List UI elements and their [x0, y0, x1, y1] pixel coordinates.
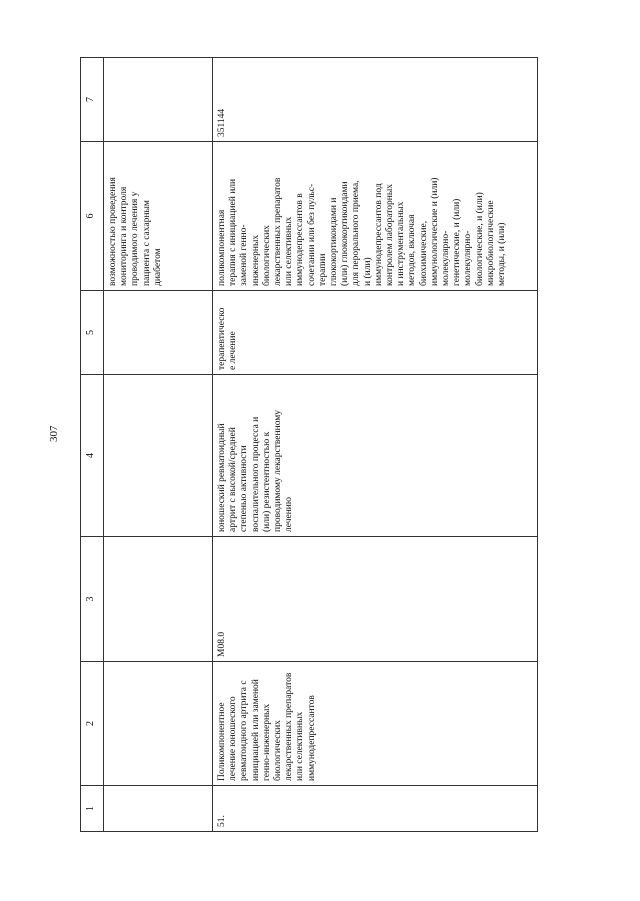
- medical-care-table: [80, 57, 538, 832]
- treatment-method: поликомпонентная терапия с инициацией или заменой генно- инженерных биологических лекарственных препаратов или селективных иммунодепрессантов в сочетании или без пульс- терапии глюкокортикоидами и (или) глюкокортикоидами для перорального приема, и (или) иммунодепрессантов под контролем лабораторных и инструментальных методов, включая биохимические, иммунологические и (или) молекулярно- генетические, и (или) молекулярно- биологические, и (или) микробиологические методы, и (или): [217, 177, 508, 286]
- care-name: Поликомпонентное лечение юношеского ревматоидного артрита с инициацией или заменой генно-инженерных биологических лекарственных препаратов или селективных иммунодепрессантов: [217, 672, 317, 781]
- header-cell-5: 5: [81, 291, 104, 375]
- treatment-method-cell: [213, 142, 538, 291]
- row-number-cell: [213, 786, 538, 832]
- header-cell-6: 6: [81, 142, 104, 291]
- treatment-type: терапевтическо е лечение: [217, 307, 239, 370]
- cost-cell: [213, 58, 538, 142]
- cont-cell-3: [104, 537, 213, 662]
- continuation-row: [104, 58, 213, 832]
- page-number: 307: [48, 425, 60, 442]
- rotated-table-wrapper: [80, 58, 610, 832]
- care-name-cell: [213, 662, 538, 786]
- row-number: 51.: [217, 815, 227, 827]
- header-cell-2: 2: [81, 662, 104, 786]
- icd-code: M08.0: [217, 631, 227, 657]
- cont-method-text: возможностью проведения мониторинга и контроля проводимого лечения у пациента с сахарным диабетом: [108, 177, 163, 286]
- header-cell-3: 3: [81, 537, 104, 662]
- icd-code-cell: [213, 537, 538, 662]
- cont-cell-7: [104, 58, 213, 142]
- cont-cell-6: [104, 142, 213, 291]
- cont-cell-2: [104, 662, 213, 786]
- table-row-51: [213, 58, 538, 832]
- cost-value: 351144: [217, 108, 227, 137]
- cont-cell-4: [104, 375, 213, 537]
- header-cell-7: 7: [81, 58, 104, 142]
- cont-cell-5: [104, 291, 213, 375]
- patient-model: юношеский ревматоидный артрит с высокой/средней степенью активности воспалительного процесса и (или) резистентностью к проводимому лекарственному лечению: [217, 409, 295, 532]
- cont-cell-1: [104, 786, 213, 832]
- patient-model-cell: [213, 375, 538, 537]
- header-row: [81, 58, 104, 832]
- header-cell-1: 1: [81, 786, 104, 832]
- treatment-type-cell: [213, 291, 538, 375]
- header-cell-4: 4: [81, 375, 104, 537]
